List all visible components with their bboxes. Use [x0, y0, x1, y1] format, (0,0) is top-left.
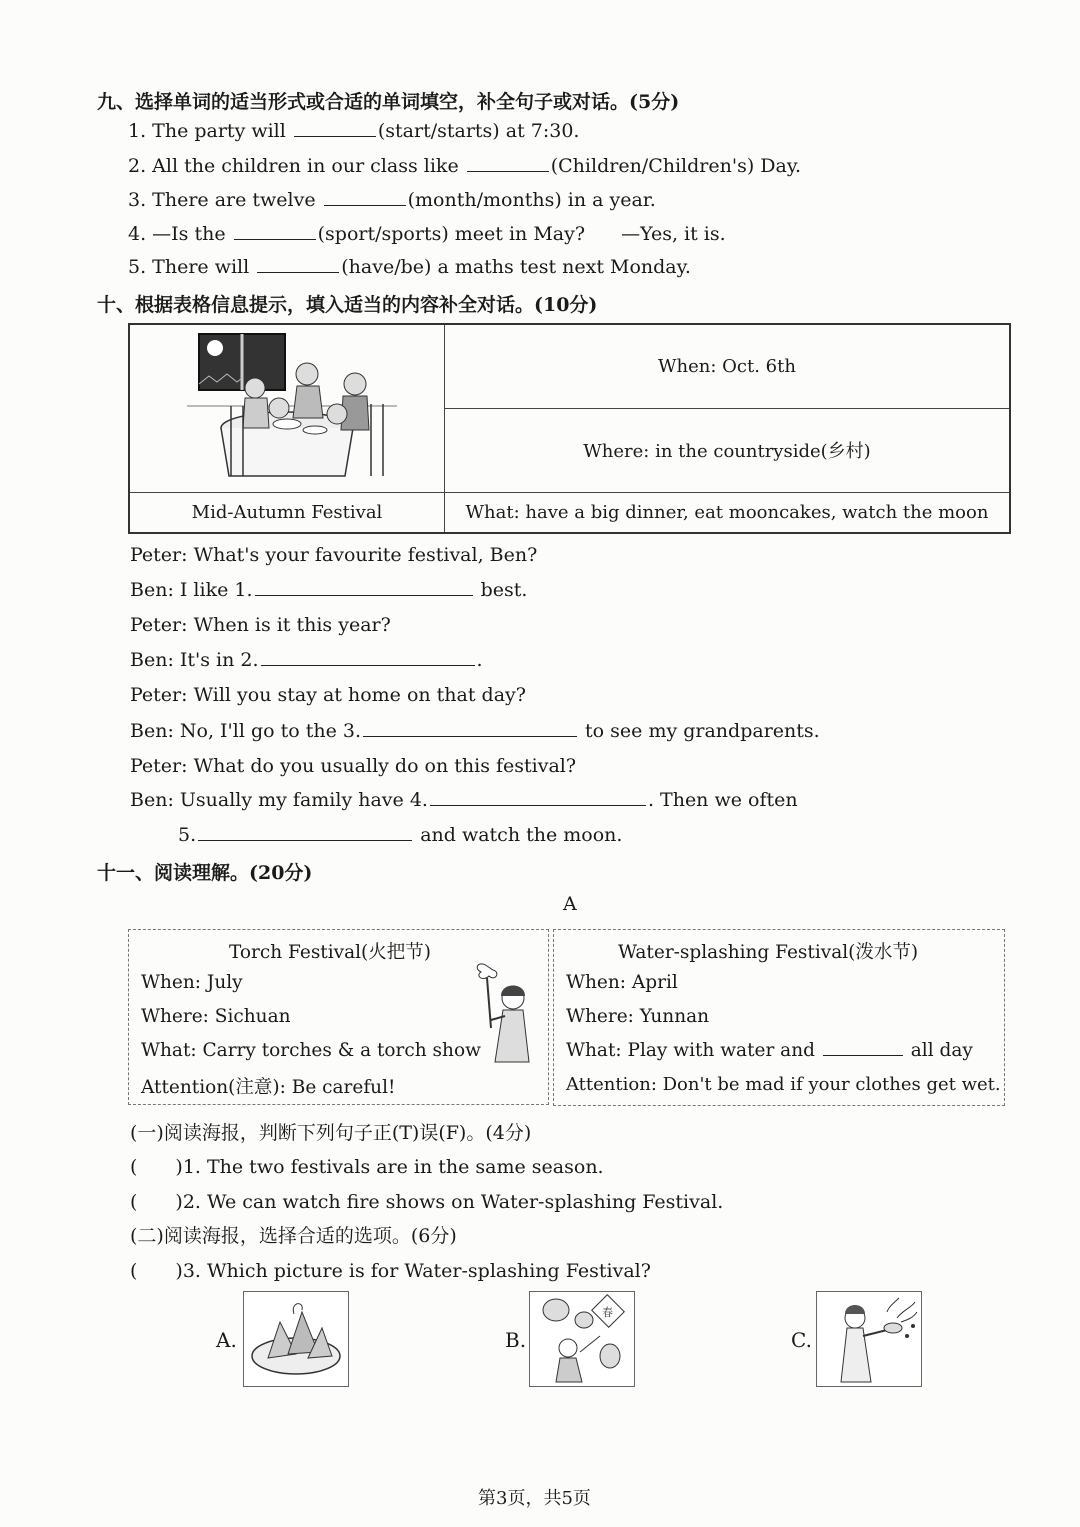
- subsection-2-heading: (二)阅读海报，选择合适的选项。(6分): [130, 1225, 457, 1247]
- s9-item-4: 4. —Is the (sport/sports) meet in May? —Yes, it is.: [128, 223, 726, 245]
- dialogue-line-3: Peter: When is it this year?: [130, 614, 391, 636]
- water-attention: Attention: Don't be mad if your clothes get wet.: [566, 1074, 1001, 1095]
- question-2[interactable]: ( )2. We can watch fire shows on Water-splashing Festival.: [130, 1191, 724, 1213]
- part-label-a: A: [563, 893, 577, 915]
- what-cell: What: have a big dinner, eat mooncakes, watch the moon: [445, 492, 1011, 533]
- s9-item-2: 2. All the children in our class like (Children/Children's) Day.: [128, 155, 802, 177]
- zongzi-icon: [244, 1292, 348, 1386]
- torch-festival-poster: [128, 929, 549, 1105]
- question-1[interactable]: ( )1. The two festivals are in the same season.: [130, 1156, 604, 1178]
- dialogue-line-9: 5. and watch the moon.: [178, 824, 623, 846]
- dialogue-line-5: Peter: Will you stay at home on that day?: [130, 684, 526, 706]
- answer-blank-1[interactable]: [255, 594, 473, 596]
- family-dinner-picture: [137, 326, 437, 486]
- subsection-1-heading: (一)阅读海报，判断下列句子正(T)误(F)。(4分): [130, 1122, 532, 1144]
- question-3[interactable]: ( )3. Which picture is for Water-splashing Festival?: [130, 1260, 651, 1282]
- dialogue-line-4: Ben: It's in 2. .: [130, 649, 483, 671]
- lantern-firecracker-icon: [530, 1292, 634, 1386]
- torch-title: Torch Festival(火把节): [229, 942, 431, 963]
- option-c-label[interactable]: C.: [791, 1328, 812, 1352]
- water-where: Where: Yunnan: [566, 1006, 710, 1027]
- section9-heading: 九、选择单词的适当形式或合适的单词填空，补全句子或对话。(5分): [97, 91, 680, 113]
- family-dinner-illustration: [129, 324, 445, 492]
- dialogue-line-1: Peter: What's your favourite festival, Ben?: [130, 544, 538, 566]
- festival-info-table: [128, 323, 1011, 534]
- answer-blank[interactable]: [234, 238, 316, 240]
- answer-blank[interactable]: [324, 204, 406, 206]
- when-cell: When: Oct. 6th: [445, 324, 1011, 408]
- torch-where: Where: Sichuan: [141, 1006, 291, 1027]
- s9-item-1: 1. The party will (start/starts) at 7:30.: [128, 120, 580, 142]
- answer-blank-water[interactable]: [823, 1054, 903, 1056]
- s9-item-5: 5. There will (have/be) a maths test next Monday.: [128, 256, 691, 278]
- water-what: What: Play with water and all day: [566, 1040, 973, 1061]
- dialogue-line-2: Ben: I like 1. best.: [130, 579, 528, 601]
- water-title: Water-splashing Festival(泼水节): [618, 942, 919, 963]
- torch-when: When: July: [141, 972, 243, 993]
- torch-girl-illustration: [469, 958, 541, 1070]
- option-a-label[interactable]: A.: [216, 1328, 237, 1352]
- answer-blank-5[interactable]: [198, 839, 412, 841]
- option-b-spring-festival-picture[interactable]: [529, 1291, 635, 1387]
- answer-blank-4[interactable]: [430, 804, 646, 806]
- festival-name-cell: Mid-Autumn Festival: [129, 492, 445, 533]
- option-b-label[interactable]: B.: [505, 1328, 527, 1352]
- section10-heading: 十、根据表格信息提示，填入适当的内容补全对话。(10分): [97, 294, 598, 316]
- answer-blank[interactable]: [294, 135, 376, 137]
- dialogue-line-6: Ben: No, I'll go to the 3. to see my grandparents.: [130, 720, 820, 742]
- answer-blank[interactable]: [257, 271, 339, 273]
- water-when: When: April: [566, 972, 678, 993]
- answer-blank[interactable]: [467, 170, 549, 172]
- section11-heading: 十一、阅读理解。(20分): [97, 862, 313, 884]
- answer-blank-3[interactable]: [363, 735, 577, 737]
- dialogue-line-8: Ben: Usually my family have 4. . Then we often: [130, 789, 798, 811]
- water-splashing-girl-icon: [817, 1292, 921, 1386]
- dialogue-line-7: Peter: What do you usually do on this festival?: [130, 755, 577, 777]
- s9-item-3: 3. There are twelve (month/months) in a year.: [128, 189, 656, 211]
- water-festival-poster: [553, 929, 1005, 1106]
- spring-character: 春: [602, 1306, 613, 1319]
- where-cell: Where: in the countryside(乡村): [445, 408, 1011, 492]
- page-footer: 第3页，共5页: [478, 1488, 591, 1509]
- answer-blank-2[interactable]: [261, 664, 475, 666]
- torch-what: What: Carry torches & a torch show: [141, 1040, 481, 1061]
- option-a-zongzi-picture[interactable]: [243, 1291, 349, 1387]
- torch-attention: Attention(注意): Be careful!: [141, 1077, 396, 1098]
- option-c-water-splashing-picture[interactable]: [816, 1291, 922, 1387]
